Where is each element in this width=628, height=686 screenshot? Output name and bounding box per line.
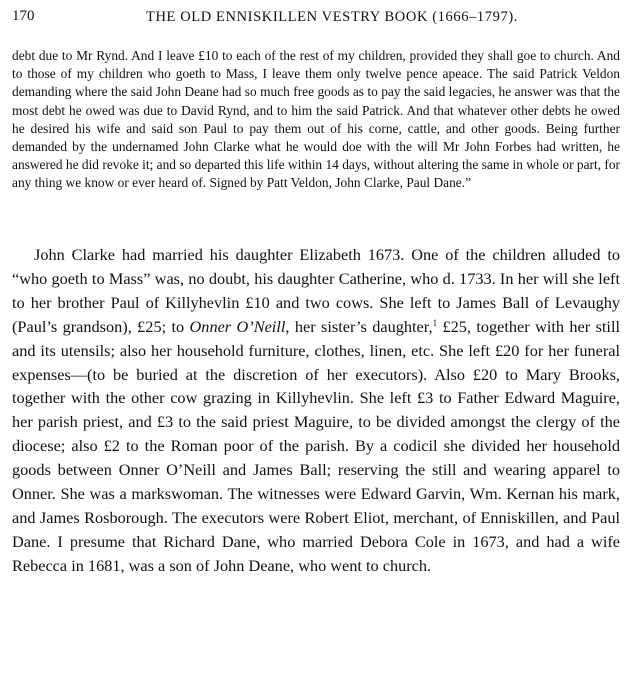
page-number: 170 (12, 8, 35, 24)
person-name-italic: Onner O’Neill (189, 316, 286, 336)
footnote-reference: 1 (432, 317, 438, 328)
body-text-part-1: John Clarke had married his daughter Elizabeth 1673. One of the children alluded to “who goeth to Mass” was, no doubt, his daughter Catherine, who d. 1733. In her will she left to her brother Paul of Killyhevlin £10 and two cows. She left to James Ball of Levaughy (Paul’s grandson), £25; to (12, 245, 620, 336)
body-text-part-2: , her sister’s daughter, (285, 316, 433, 336)
page-header (12, 8, 622, 30)
body-text-part-3: £25, together with her still and its utensils; also her household furniture, clothes, linen, etc. She left £20 for her funeral expenses—(to be buried at the discretion of her executors). Also £20 to Mary Brooks, together with the other cow grazing in Killyhevlin. She left £3 to Father Edward Maguire, her parish priest, and £3 to the said priest Maguire, to be divided amongst the clergy of the diocese; also £2 to the Roman poor of the parish. By a codicil she divided her household goods between Onner O’Neill and James Ball; reserving the still and wearing apparel to Onner. She was a markswoman. The witnesses were Edward Garvin, Wm. Kernan his mark, and James Rosborough. The executors were Robert Eliot, merchant, of Enniskillen, and Paul Dane. I presume that Richard Dane, who married Debora Cole in 1673, and had a wife Rebecca in 1681, was a son of John Deane, who went to church. (12, 316, 621, 575)
running-title: THE OLD ENNISKILLEN VESTRY BOOK (1666–1797). (146, 9, 518, 25)
quoted-will-text (12, 47, 620, 193)
body-paragraph (12, 243, 620, 578)
body-text (12, 243, 620, 578)
quote-paragraph: debt due to Mr Rynd. And I leave £10 to each of the rest of my children, provided they shall goe to church. And to those of my children who goeth to Mass, I leave them only twelve pence apeace. The said Patrick Veldon demanding where the said John Deane had so much free goods as to pay the said legacies, he answer was that the most debt he owed was due to David Rynd, and to him the said Patrick. And that whatever other debts he owed he desired his wife and said son Paul to pay them out of his corne, cattle, and other goods. Being further demanded by the undernamed John Clarke what he would doe with the will Mr John Forbes had written, he answered he did revoke it; and so departed this life within 14 days, without altering the same in whole or part, for any thing we know or ever heard of. Signed by Patt Veldon, John Clarke, Paul Dane.” (12, 48, 620, 191)
